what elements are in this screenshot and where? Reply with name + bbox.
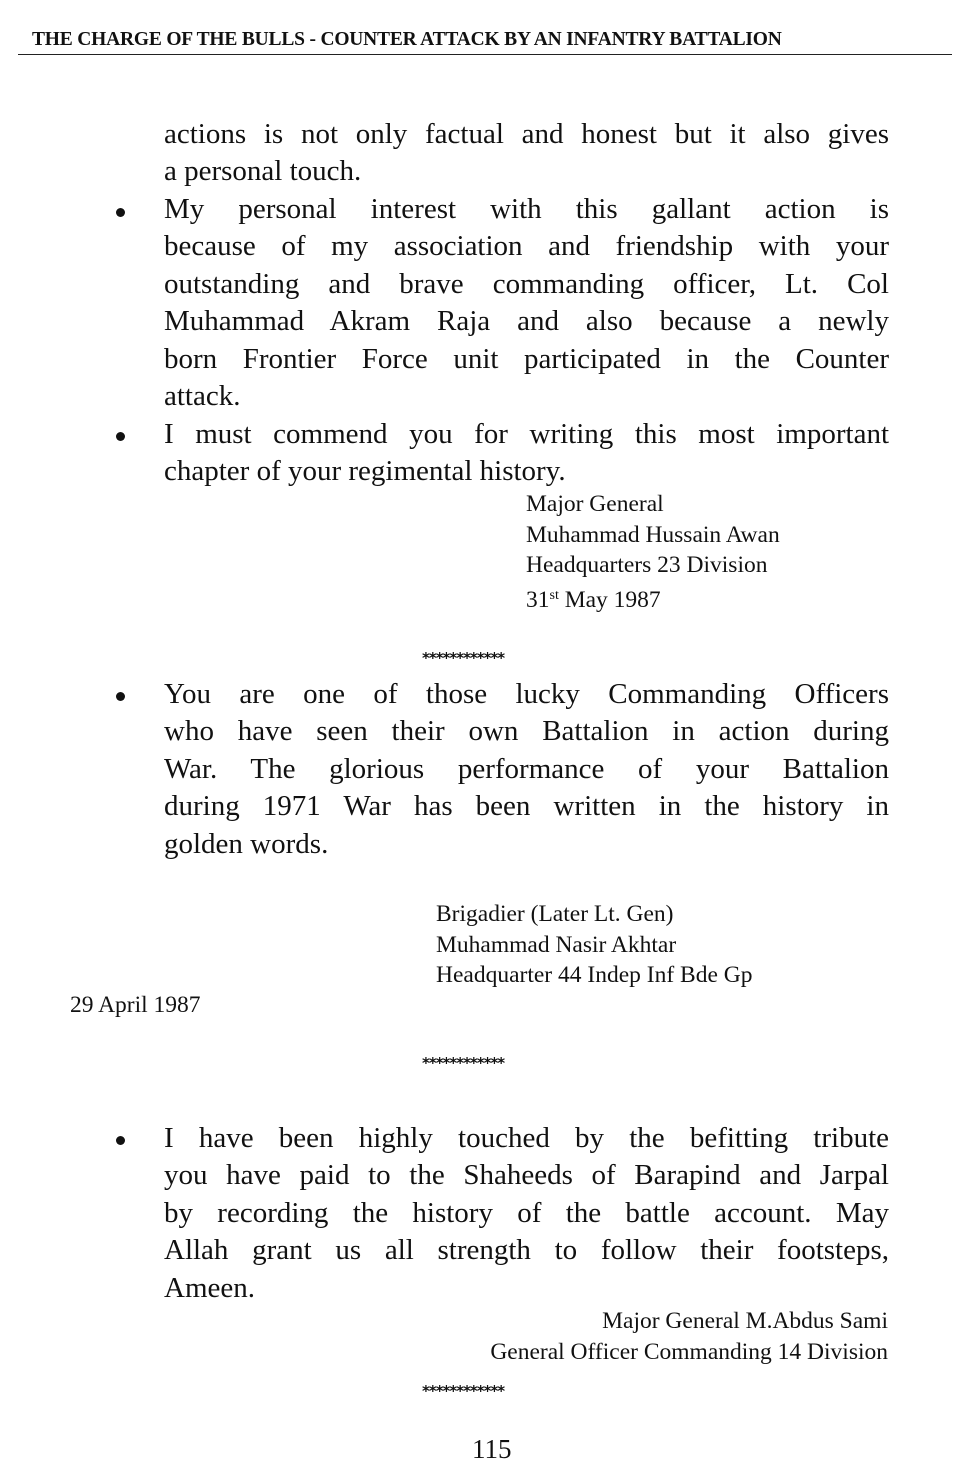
text-line: by recording the history of the battle account. May [164,1196,889,1229]
text-line: a personal touch. [164,155,362,188]
text-line: chapter of your regimental history. [164,455,566,488]
separator-stars: ************ [422,649,505,667]
bullet-icon [116,430,130,444]
signature-unit: Headquarters 23 Division [526,552,768,578]
signature-unit: Headquarter 44 Indep Inf Bde Gp [436,962,753,988]
signature-date-suffix: st [549,587,559,603]
signature-block-1 [526,489,780,615]
text-line: born Frontier Force unit participated in the Counter [164,342,889,375]
text-line: I have been highly touched by the befitting tribute [164,1122,889,1154]
bullet-paragraph-3 [164,676,889,863]
page-number: 115 [472,1434,512,1464]
text-line: Ameen. [164,1271,255,1304]
signature-date-day: 31 [526,586,550,613]
text-line: Muhammad Akram Raja and also because a newly [164,305,889,338]
bullet-icon [116,690,130,704]
text-line: during 1971 War has been written in the history in [164,790,889,823]
signature-rank: Brigadier (Later Lt. Gen) [436,901,674,927]
signature-name: Muhammad Hussain Awan [526,521,780,548]
bullet-icon [116,1134,130,1148]
text-line: I must commend you for writing this most important [164,418,889,450]
text-line: attack. [164,380,241,413]
text-line: War. The glorious performance of your Battalion [164,752,889,785]
bullet-paragraph-4 [164,1120,889,1307]
signature-date [526,581,780,616]
text-line: golden words. [164,827,329,860]
text-line: Allah grant us all strength to follow their footsteps, [164,1234,889,1267]
signature-block-2 [436,899,752,991]
signature-date-rest: May 1987 [558,586,661,613]
signature-name: Muhammad Nasir Akhtar [436,931,677,958]
bullet-paragraph-1 [164,191,889,415]
bullet-icon [116,206,130,220]
header-rule [18,54,952,55]
text-line: You are one of those lucky Commanding Officers [164,678,889,710]
separator-stars: ************ [422,1382,505,1400]
text-line: outstanding and brave commanding officer, Lt. Col [164,267,889,300]
signature-name: Major General M.Abdus Sami [602,1308,888,1334]
signature-block-3 [420,1306,888,1367]
signature-date: 29 April 1987 [70,992,201,1018]
signature-rank: Major General [526,491,664,517]
text-line: actions is not only factual and honest but it also gives [164,118,889,150]
text-line: because of my association and friendship with your [164,230,889,263]
text-line: My personal interest with this gallant action is [164,193,889,225]
text-line: who have seen their own Battalion in action during [164,715,889,748]
separator-stars: ************ [422,1054,505,1072]
bullet-paragraph-2 [164,416,889,491]
running-header: THE CHARGE OF THE BULLS - COUNTER ATTACK BY AN INFANTRY BATTALION [32,29,782,50]
continuation-paragraph [164,116,889,191]
signature-unit: General Officer Commanding 14 Division [490,1338,888,1365]
text-line: you have paid to the Shaheeds of Barapind and Jarpal [164,1159,889,1192]
